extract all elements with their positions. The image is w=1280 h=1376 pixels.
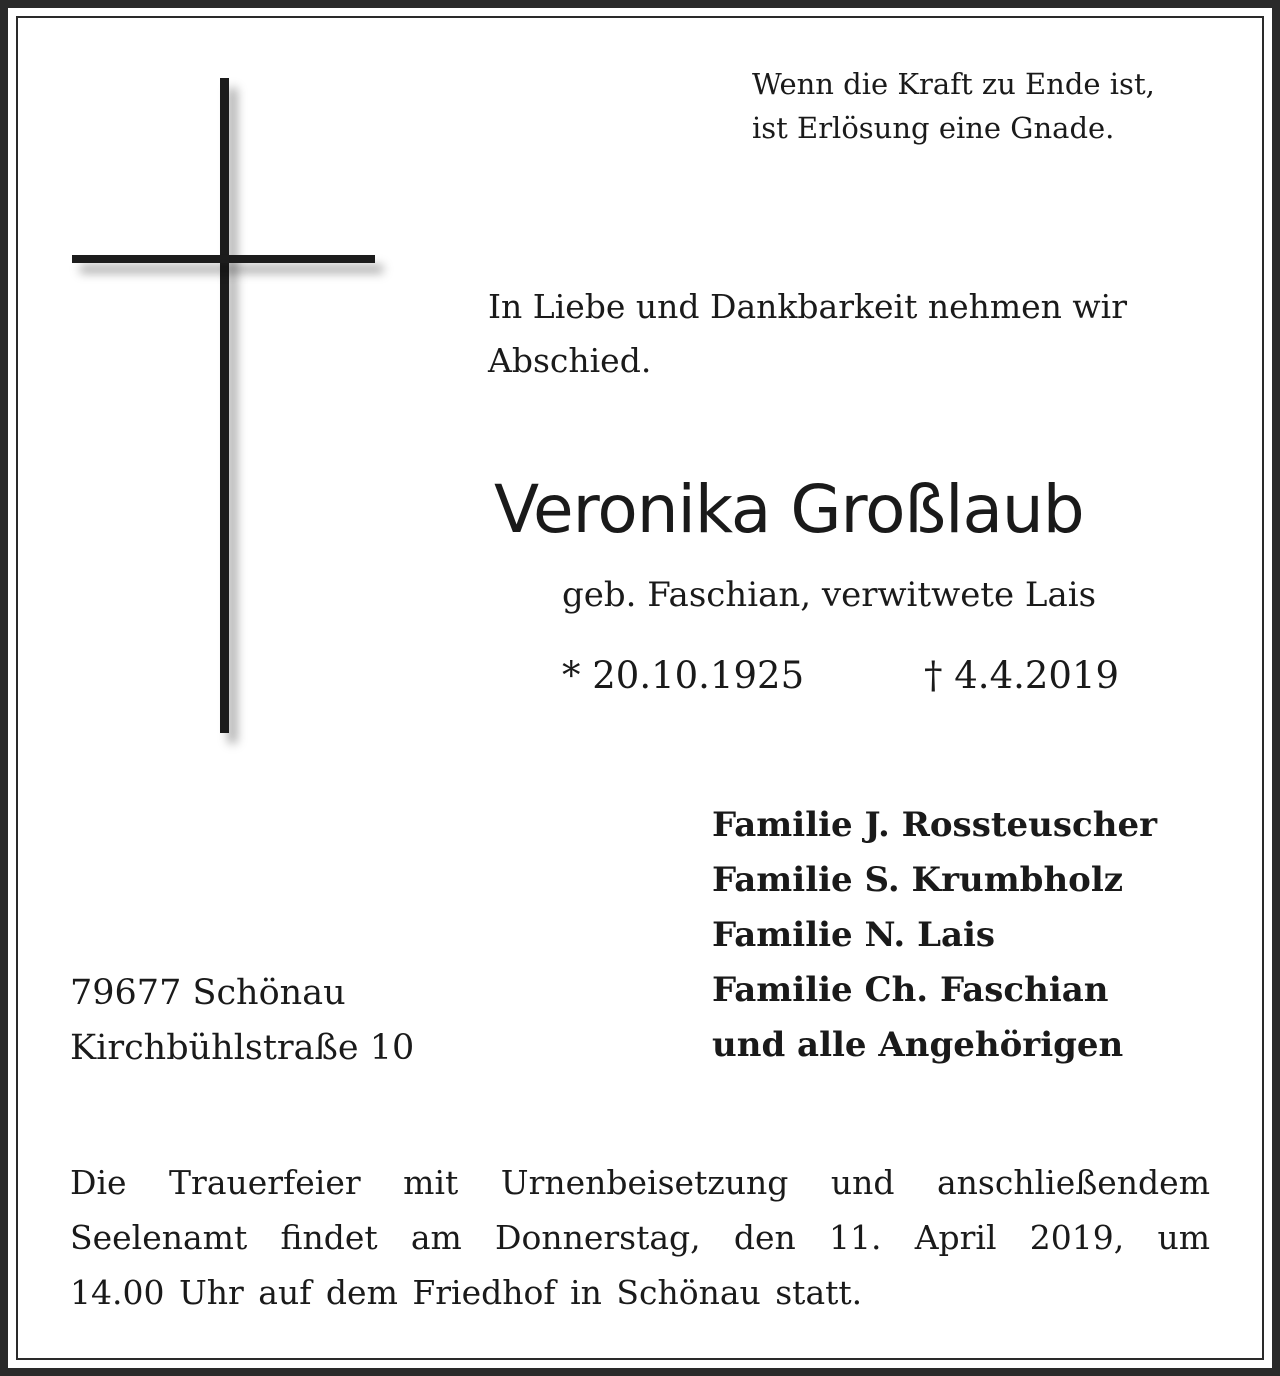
motto-line: ist Erlösung eine Gnade. xyxy=(752,111,1115,145)
ceremony-details xyxy=(70,1155,1210,1320)
birth-date: * 20.10.1925 xyxy=(562,654,805,697)
motto-quote xyxy=(752,62,1155,150)
death-date: † 4.4.2019 xyxy=(924,654,1120,697)
mourner-family: Familie N. Lais xyxy=(712,915,996,955)
ceremony-line: Die Trauerfeier mit Urnenbeisetzung und anschließendem xyxy=(70,1163,1210,1202)
ceremony-line: 14.00 Uhr auf dem Friedhof in Schönau statt. xyxy=(70,1273,863,1312)
mourner-family: Familie Ch. Faschian xyxy=(712,970,1109,1010)
mourner-family: Familie J. Rossteuscher xyxy=(712,805,1158,845)
intro-line: Abschied. xyxy=(488,341,652,380)
mourners-list xyxy=(712,798,1157,1073)
address-street: Kirchbühlstraße 10 xyxy=(70,1028,415,1068)
deceased-maiden-name: geb. Faschian, verwitwete Lais xyxy=(562,575,1097,615)
mourner-family: und alle Angehörigen xyxy=(712,1025,1124,1065)
motto-line: Wenn die Kraft zu Ende ist, xyxy=(752,67,1155,101)
cross-vertical-beam xyxy=(220,78,229,733)
cross-horizontal-beam xyxy=(72,255,375,263)
intro-text xyxy=(488,280,1127,388)
cross-icon xyxy=(72,78,382,738)
address-city: 79677 Schönau xyxy=(70,973,346,1013)
mourner-address xyxy=(70,966,414,1076)
mourner-family: Familie S. Krumbholz xyxy=(712,860,1124,900)
ceremony-line: Seelenamt findet am Donnerstag, den 11. April 2019, um xyxy=(70,1218,1210,1257)
deceased-name: Veronika Großlaub xyxy=(494,471,1084,548)
intro-line: In Liebe und Dankbarkeit nehmen wir xyxy=(488,287,1128,326)
